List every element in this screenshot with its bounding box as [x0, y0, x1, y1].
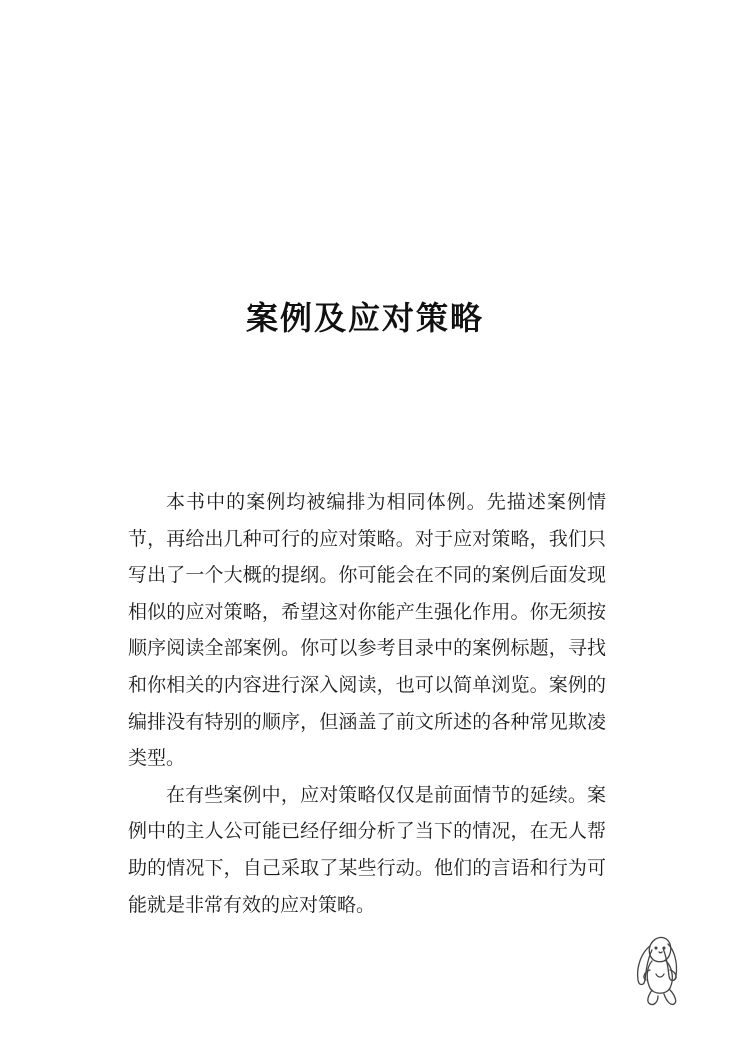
paragraph-1: 本书中的案例均被编排为相同体例。先描述案例情节，再给出几种可行的应对策略。对于应对策略，我们只写出了一个大概的提纲。你可能会在不同的案例后面发现相似的应对策略，希望这对你能产生强化作用。你无须按顺序阅读全部案例。你可以参考目录中的案例标题，寻找和你相关的内容进行深入阅读，也可以简单浏览。案例的编排没有特别的顺序，但涵盖了前文所述的各种常见欺凌类型。 [128, 491, 606, 770]
page-title: 案例及应对策略 [245, 299, 484, 337]
body-text [128, 484, 606, 923]
bunny-icon [628, 928, 690, 1010]
paragraph-2: 在有些案例中，应对策略仅仅是前面情节的延续。案例中的主人公可能已经仔细分析了当下的情况，在无人帮助的情况下，自己采取了某些行动。他们的言语和行为可能就是非常有效的应对策略。 [128, 783, 606, 916]
